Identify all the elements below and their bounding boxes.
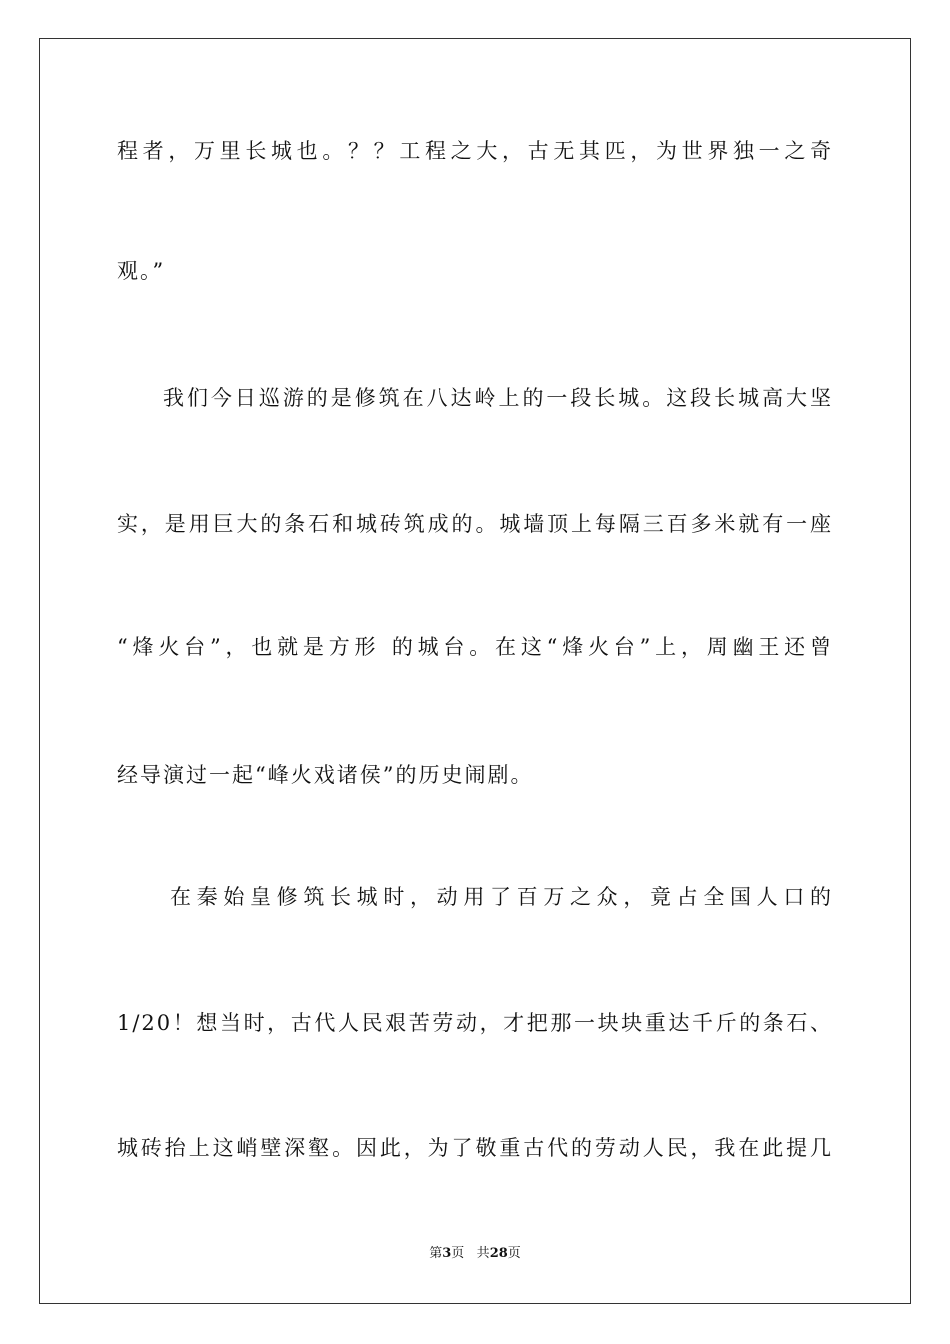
page-suffix: 页 — [451, 1246, 465, 1261]
page-prefix: 第 — [429, 1246, 443, 1261]
text-line-3: 我们今日巡游的是修筑在八达岭上的一段长城。这段长城高大坚 — [163, 386, 833, 410]
text-line-7: 在秦始皇修筑长城时，动用了百万之众，竟占全国人口的 — [170, 885, 833, 909]
page-footer — [0, 1244, 950, 1264]
text-line-2: 观。” — [117, 259, 166, 283]
page-number: 3 — [442, 1246, 452, 1261]
total-pages: 28 — [489, 1246, 508, 1261]
total-suffix: 页 — [507, 1246, 521, 1261]
text-line-4: 实，是用巨大的条石和城砖筑成的。城墙顶上每隔三百多米就有一座 — [117, 512, 833, 536]
text-line-6: 经导演过一起“峰火戏诸侯”的历史闹剧。 — [117, 763, 534, 787]
total-prefix: 共 — [476, 1246, 490, 1261]
text-line-9: 城砖抬上这峭壁深壑。因此，为了敬重古代的劳动人民，我在此提几 — [117, 1136, 833, 1160]
text-line-1: 程者，万里长城也。？？工程之大，古无其匹，为世界独一之奇 — [117, 139, 833, 163]
text-line-8: 1/20！想当时，古代人民艰苦劳动，才把那一块块重达千斤的条石、 — [117, 1011, 833, 1035]
text-line-5: “烽火台”，也就是方形 的城台。在这“烽火台”上，周幽王还曾 — [117, 635, 833, 659]
page-border — [39, 38, 911, 1304]
